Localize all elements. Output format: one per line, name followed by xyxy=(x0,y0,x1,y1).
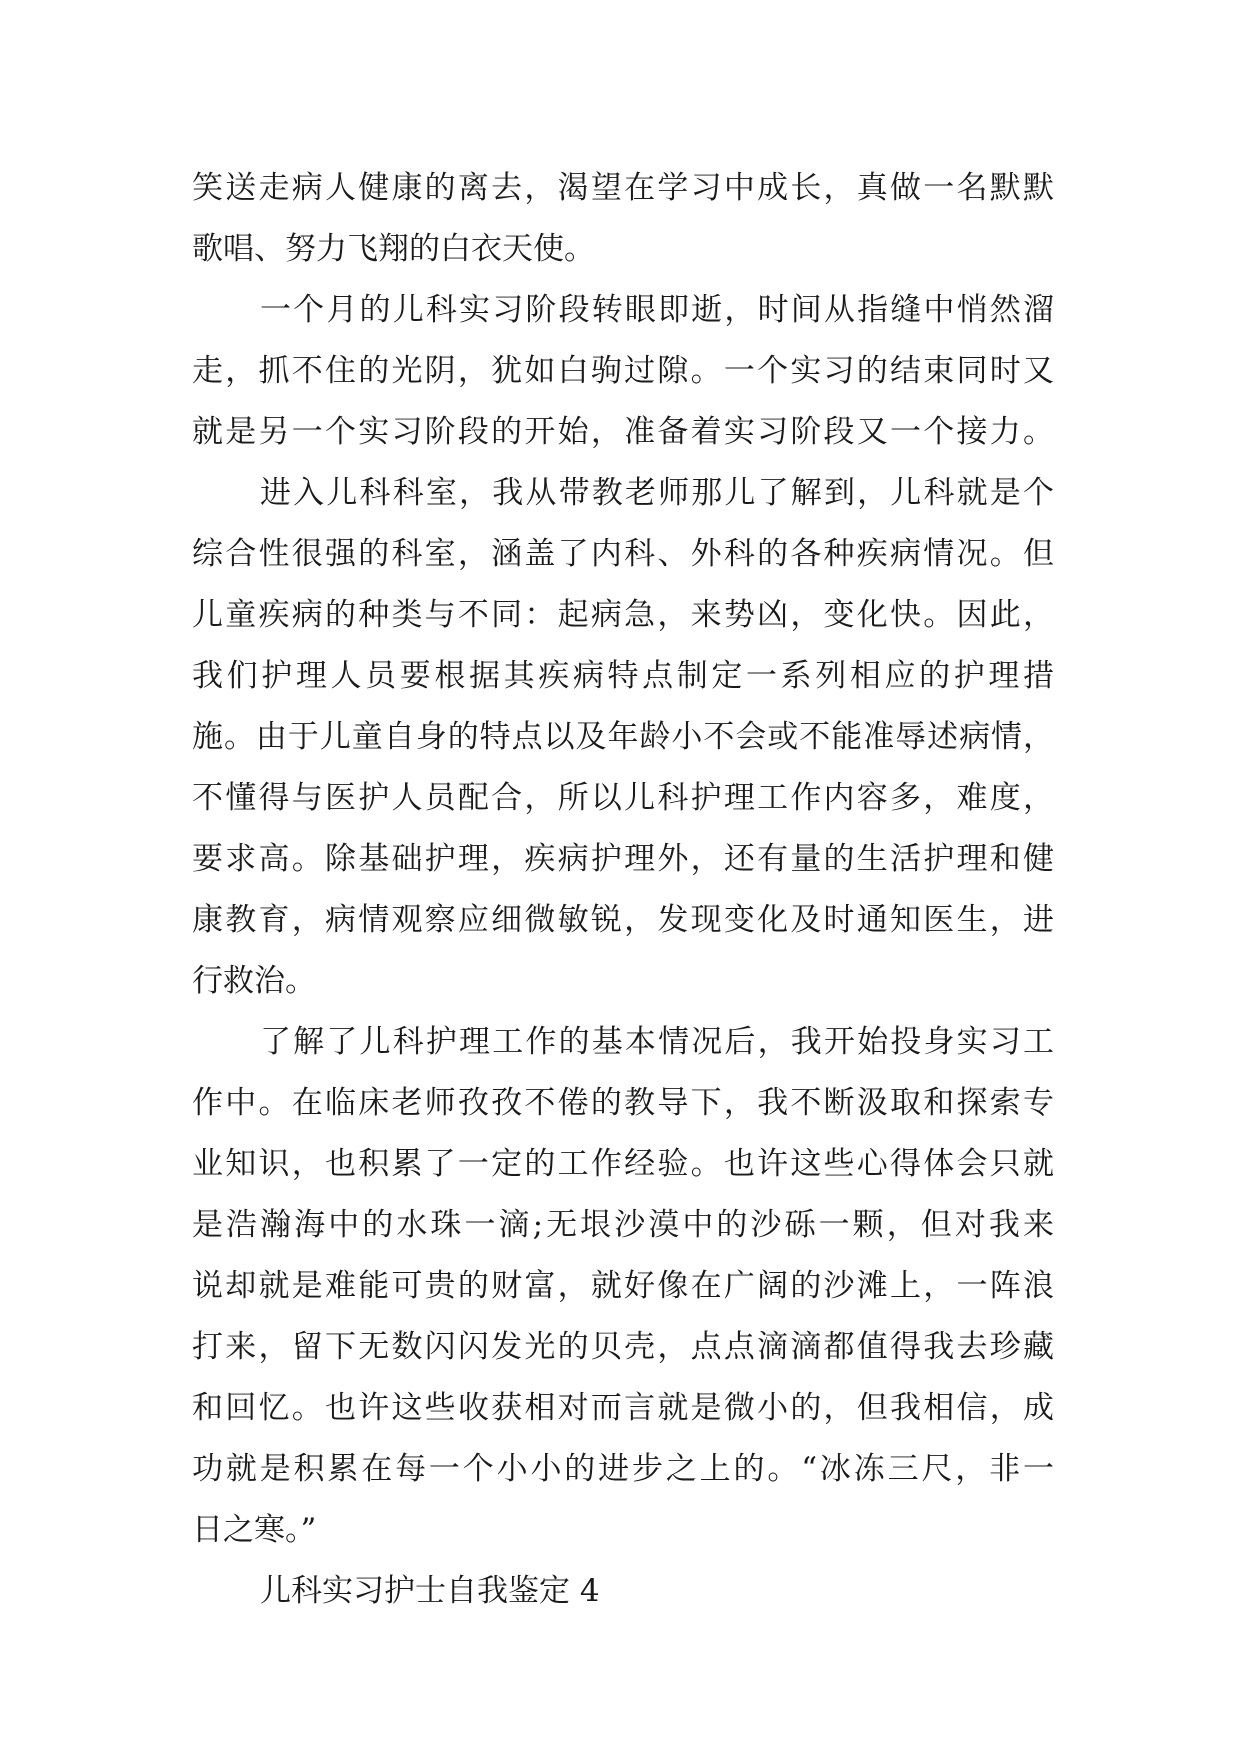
document-body xyxy=(192,158,1054,1622)
paragraph-line: 歌唱、努力飞翔的白衣天使。 xyxy=(192,231,595,267)
paragraph-line: 儿童疾病的种类与不同：起病急，来势凶，变化快。因此， xyxy=(192,597,1054,633)
paragraph-line: 和回忆。也许这些收获相对而言就是微小的，但我相信，成 xyxy=(192,1390,1054,1426)
section-heading: 儿科实习护士自我鉴定 4 xyxy=(260,1573,600,1609)
paragraph-line: 业知识，也积累了一定的工作经验。也许这些心得体会只就 xyxy=(192,1146,1054,1182)
paragraph-line: 笑送走病人健康的离去，渴望在学习中成长，真做一名默默 xyxy=(192,170,1054,206)
paragraph-line: 施。由于儿童自身的特点以及年龄小不会或不能准辱述病情， xyxy=(192,719,1054,755)
paragraph-line: 综合性很强的科室，涵盖了内科、外科的各种疾病情况。但 xyxy=(192,536,1054,572)
paragraph-line: 说却就是难能可贵的财富，就好像在广阔的沙滩上，一阵浪 xyxy=(192,1268,1054,1304)
paragraph-line: 我们护理人员要根据其疾病特点制定一系列相应的护理措 xyxy=(192,658,1054,694)
paragraph-line: 一个月的儿科实习阶段转眼即逝，时间从指缝中悄然溜 xyxy=(260,292,1054,328)
paragraph-line: 是浩瀚海中的水珠一滴;无垠沙漠中的沙砾一颗，但对我来 xyxy=(192,1207,1054,1243)
paragraph-line: 功就是积累在每一个小小的进步之上的。“冰冻三尺，非一 xyxy=(192,1451,1054,1487)
paragraph-line: 作中。在临床老师孜孜不倦的教导下，我不断汲取和探索专 xyxy=(192,1085,1054,1121)
paragraph-line: 康教育，病情观察应细微敏锐，发现变化及时通知医生，进 xyxy=(192,902,1054,938)
paragraph-line: 日之寒。” xyxy=(192,1512,317,1548)
paragraph-line: 不懂得与医护人员配合，所以儿科护理工作内容多，难度， xyxy=(192,780,1054,816)
paragraph-line: 打来，留下无数闪闪发光的贝壳，点点滴滴都值得我去珍藏 xyxy=(192,1329,1054,1365)
paragraph-line: 就是另一个实习阶段的开始，准备着实习阶段又一个接力。 xyxy=(192,414,1054,450)
paragraph-line: 要求高。除基础护理，疾病护理外，还有量的生活护理和健 xyxy=(192,841,1054,877)
paragraph-line: 了解了儿科护理工作的基本情况后，我开始投身实习工 xyxy=(260,1024,1054,1060)
paragraph-line: 进入儿科科室，我从带教老师那儿了解到，儿科就是个 xyxy=(260,475,1054,511)
paragraph-line: 走，抓不住的光阴，犹如白驹过隙。一个实习的结束同时又 xyxy=(192,353,1054,389)
paragraph-line: 行救治。 xyxy=(192,963,316,999)
